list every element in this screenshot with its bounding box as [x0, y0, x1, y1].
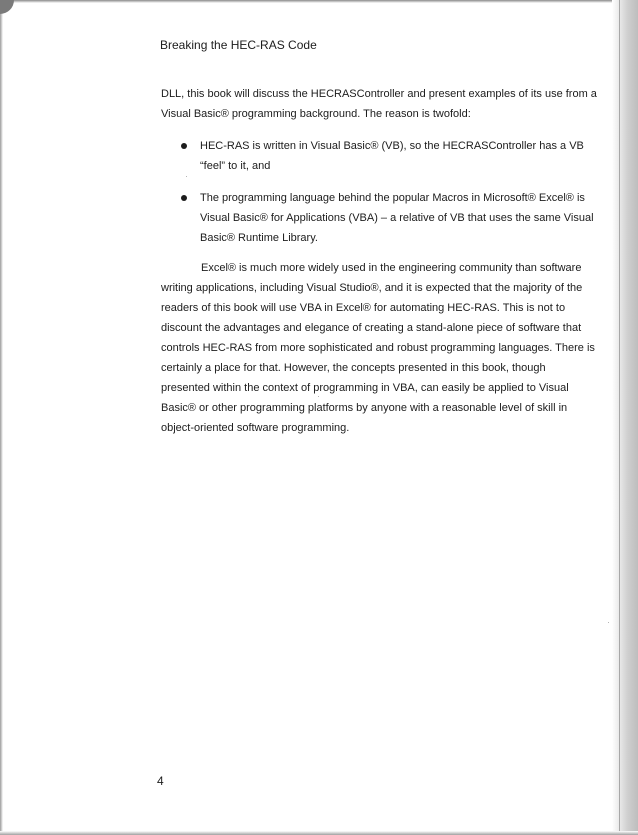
bullet-list [161, 136, 594, 248]
page-top-edge [0, 0, 638, 3]
paragraph-line: Excel® is much more widely used in the engineering community than software [201, 262, 582, 274]
running-header: Breaking the HEC-RAS Code [160, 38, 317, 52]
intro-line: DLL, this book will discuss the HECRASController and present examples of its use from a [161, 88, 597, 100]
bullet-item [161, 188, 594, 248]
scan-speck [608, 622, 609, 623]
paragraph-line: writing applications, including Visual Studio®, and it is expected that the majority of the [161, 282, 583, 294]
bullet-line: “feel” to it, and [200, 160, 271, 172]
paragraph-line: controls HEC-RAS from more sophisticated and robust programming languages. There is [161, 342, 595, 354]
bullet-line: Basic® Runtime Library. [200, 232, 318, 244]
bullet-line: HEC-RAS is written in Visual Basic® (VB), so the HECRASController has a VB [200, 140, 584, 152]
page-right-edge-line [619, 0, 620, 835]
page-left-edge [0, 0, 3, 835]
intro-line: Visual Basic® programming background. The reason is twofold: [161, 108, 471, 120]
paragraph-line: presented within the context of programming in VBA, can easily be applied to Visual [161, 382, 569, 394]
bullet-line: Visual Basic® for Applications (VBA) – a relative of VB that uses the same Visual [200, 212, 594, 224]
bullet-dot-icon [181, 143, 187, 149]
paragraph-line: discount the advantages and elegance of creating a stand-alone piece of software that [161, 322, 582, 334]
paragraph-line: Basic® or other programming platforms by anyone with a reasonable level of skill in [161, 402, 568, 414]
intro-paragraph [161, 84, 597, 124]
page-bottom-edge [0, 831, 638, 835]
body-paragraph [161, 258, 595, 438]
paragraph-line: certainly a place for that. However, the concepts presented in this book, though [161, 362, 546, 374]
paragraph-line: readers of this book will use VBA in Excel® for automating HEC-RAS. This is not to [161, 302, 566, 314]
bullet-line: The programming language behind the popular Macros in Microsoft® Excel® is [200, 192, 585, 204]
page-number: 4 [157, 774, 164, 788]
body-text [161, 84, 597, 438]
page-right-edge-shadow [612, 0, 638, 835]
bullet-dot-icon [181, 195, 187, 201]
paragraph-line: object-oriented software programming. [161, 422, 350, 434]
page-corner-shadow [0, 0, 14, 14]
bullet-item [161, 136, 585, 176]
